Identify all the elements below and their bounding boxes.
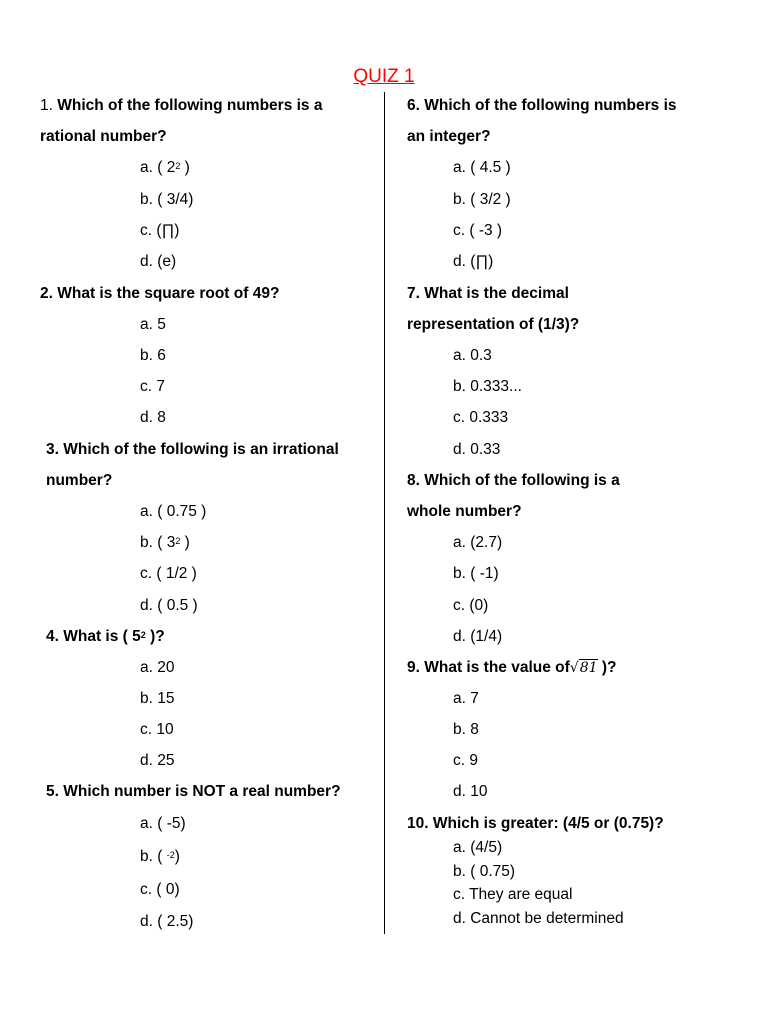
- question-2-option-d[interactable]: d. 8: [140, 409, 166, 426]
- page-title: QUIZ 1: [353, 66, 415, 87]
- question-5-option-c[interactable]: c. ( 0): [140, 881, 180, 898]
- question-6-option-c[interactable]: c. ( -3 ): [453, 222, 503, 239]
- question-5-text: 5. Which number is NOT a real number?: [46, 783, 341, 800]
- question-8-option-b[interactable]: b. ( -1): [453, 565, 499, 582]
- question-9-option-c[interactable]: c. 9: [453, 752, 478, 769]
- question-7-option-c[interactable]: c. 0.333: [453, 409, 509, 426]
- question-8-option-d[interactable]: d. (1/4): [453, 628, 503, 645]
- question-6-text: 6. Which of the following numbers is: [407, 97, 677, 114]
- question-3-option-d[interactable]: d. ( 0.5 ): [140, 597, 198, 614]
- question-3-option-c[interactable]: c. ( 1/2 ): [140, 565, 197, 582]
- question-7-option-d[interactable]: d. 0.33: [453, 441, 501, 458]
- question-7-text: 7. What is the decimal: [407, 285, 569, 302]
- question-5-option-a[interactable]: a. ( -5): [140, 815, 186, 832]
- question-10-option-c[interactable]: c. They are equal: [453, 886, 573, 903]
- question-4-option-c[interactable]: c. 10: [140, 721, 174, 738]
- question-10-option-d[interactable]: d. Cannot be determined: [453, 910, 624, 927]
- question-9-option-a[interactable]: a. 7: [453, 690, 479, 707]
- question-5-option-d[interactable]: d. ( 2.5): [140, 913, 194, 930]
- question-1-option-b[interactable]: b. ( 3/4): [140, 191, 194, 208]
- question-1-text: 1. Which of the following numbers is a: [40, 97, 323, 114]
- question-4-text: 4. What is ( $5^2$ )?: [46, 628, 165, 645]
- question-2-option-b[interactable]: b. 6: [140, 347, 166, 364]
- question-8-text: 8. Which of the following is a: [407, 472, 620, 489]
- question-4-option-b[interactable]: b. 15: [140, 690, 175, 707]
- question-3-option-a[interactable]: a. ( 0.75 ): [140, 503, 207, 520]
- question-6-option-a[interactable]: a. ( 4.5 ): [453, 159, 511, 176]
- question-8-text-cont: whole number?: [407, 503, 522, 520]
- question-10-text: 10. Which is greater: (4/5 or (0.75)?: [407, 815, 664, 832]
- square-root-expression: √81: [569, 660, 598, 676]
- question-8-option-a[interactable]: a. (2.7): [453, 534, 503, 551]
- question-3-text-cont: number?: [46, 472, 113, 489]
- question-1-option-a[interactable]: a. ( $2^2$ ): [140, 159, 190, 176]
- question-9-option-b[interactable]: b. 8: [453, 721, 479, 738]
- question-2-option-c[interactable]: c. 7: [140, 378, 165, 395]
- question-2-text: 2. What is the square root of 49?: [40, 285, 280, 302]
- question-8-option-c[interactable]: c. (0): [453, 597, 489, 614]
- question-3-option-b[interactable]: b. ( $3^2$ ): [140, 534, 190, 551]
- question-1-option-d[interactable]: d. (e): [140, 253, 177, 270]
- column-divider: [384, 92, 385, 934]
- question-4-option-a[interactable]: a. 20: [140, 659, 175, 676]
- question-5-option-b[interactable]: b. ( $^{-2}$): [140, 848, 180, 865]
- question-9-option-d[interactable]: d. 10: [453, 783, 488, 800]
- question-9-text: 9. What is the value of√81 )?: [407, 659, 617, 676]
- question-7-text-cont: representation of (1/3)?: [407, 316, 580, 333]
- question-3-text: 3. Which of the following is an irrational: [46, 441, 339, 458]
- question-7-option-a[interactable]: a. 0.3: [453, 347, 492, 364]
- question-1-text-cont: rational number?: [40, 128, 167, 145]
- question-10-option-b[interactable]: b. ( 0.75): [453, 863, 516, 880]
- question-6-option-d[interactable]: d. (∏): [453, 253, 494, 270]
- question-6-text-cont: an integer?: [407, 128, 491, 145]
- question-10-option-a[interactable]: a. (4/5): [453, 839, 503, 856]
- question-1-option-c[interactable]: c. (∏): [140, 222, 180, 239]
- question-2-option-a[interactable]: a. 5: [140, 316, 166, 333]
- question-7-option-b[interactable]: b. 0.333...: [453, 378, 522, 395]
- question-4-option-d[interactable]: d. 25: [140, 752, 175, 769]
- question-6-option-b[interactable]: b. ( 3/2 ): [453, 191, 511, 208]
